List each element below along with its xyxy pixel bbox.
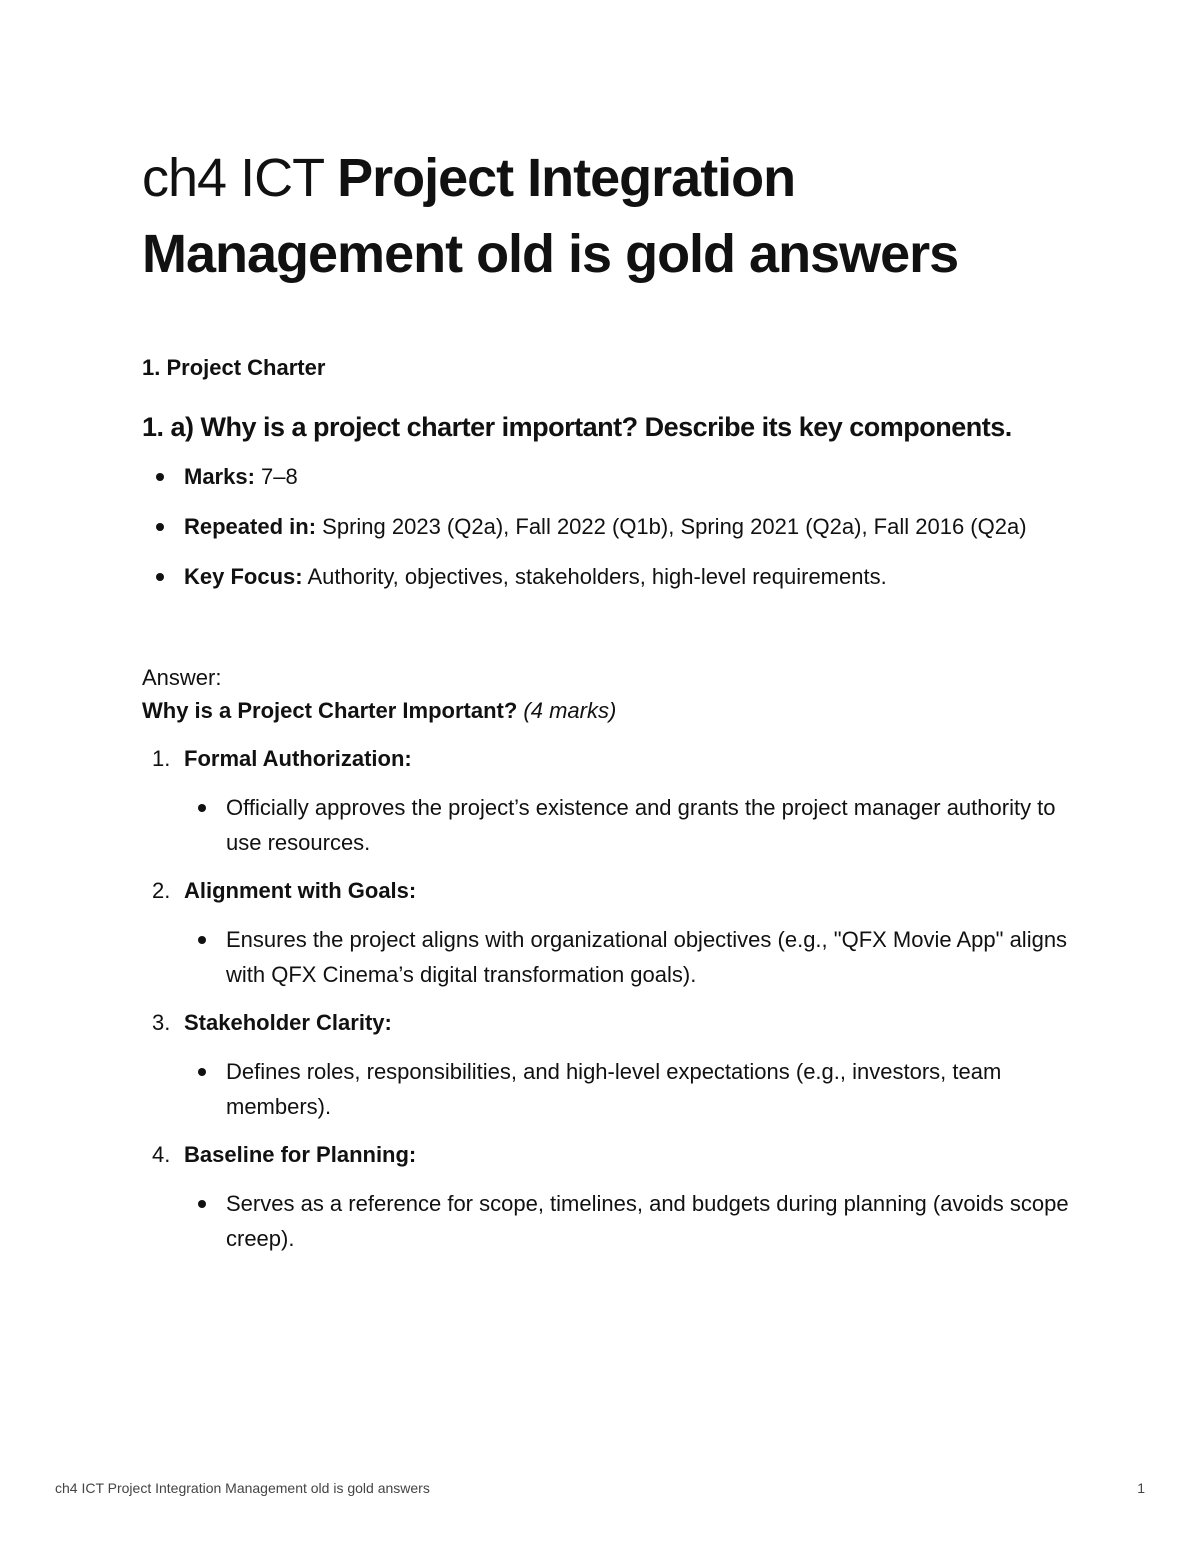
point-detail-text: Officially approves the project’s existence and grants the project manager authority to use resources. [226, 795, 1056, 855]
question-meta-list [142, 459, 1072, 594]
meta-item-repeated [142, 509, 1072, 544]
document-page [142, 140, 1072, 1270]
point-detail-list [184, 1054, 1072, 1124]
answer-point-title [142, 1138, 1072, 1172]
point-number: 4. [152, 1142, 171, 1167]
title-bold: Project Integration Management old is gold answers [142, 148, 959, 284]
point-title-text: Baseline for Planning: [184, 1142, 417, 1167]
point-detail-list [184, 790, 1072, 860]
bullet-icon [198, 804, 206, 812]
point-number: 3. [152, 1010, 171, 1035]
answer-point-title [142, 874, 1072, 908]
meta-label: Marks: [184, 464, 255, 489]
meta-label: Key Focus: [184, 564, 303, 589]
meta-item-key-focus [142, 559, 1072, 594]
bullet-icon [198, 1200, 206, 1208]
meta-item-marks [142, 459, 1072, 494]
page-footer [55, 1478, 1145, 1498]
footer-title: ch4 ICT Project Integration Management old is gold answers [55, 1480, 430, 1496]
point-detail-list [184, 1186, 1072, 1256]
point-detail-text: Serves as a reference for scope, timelines, and budgets during planning (avoids scope creep). [226, 1191, 1069, 1251]
bullet-icon [198, 936, 206, 944]
page-number: 1 [1137, 1480, 1145, 1496]
bullet-icon [156, 523, 164, 531]
answer-points-list [142, 742, 1072, 1256]
answer-label: Answer: [142, 665, 222, 690]
point-detail [184, 790, 1072, 860]
point-title-text: Formal Authorization: [184, 746, 412, 771]
answer-heading-text: Why is a Project Charter Important? [142, 698, 518, 723]
answer-point-title [142, 742, 1072, 776]
point-number: 2. [152, 878, 171, 903]
answer-point-title [142, 1006, 1072, 1040]
answer-point [142, 1006, 1072, 1124]
meta-label: Repeated in: [184, 514, 317, 539]
answer-marks: (4 marks) [523, 698, 617, 723]
section-label: 1. Project Charter [142, 355, 326, 380]
question-heading: 1. a) Why is a project charter important? Describe its key components. [142, 412, 1012, 442]
point-detail [184, 1054, 1072, 1124]
point-detail-text: Defines roles, responsibilities, and high-level expectations (e.g., investors, team members). [226, 1059, 1002, 1119]
point-detail [184, 922, 1072, 992]
title-light: ch4 ICT [142, 148, 324, 208]
meta-value: Spring 2023 (Q2a), Fall 2022 (Q1b), Spring 2021 (Q2a), Fall 2016 (Q2a) [322, 514, 1027, 539]
point-detail [184, 1186, 1072, 1256]
page-title [142, 140, 1072, 292]
bullet-icon [198, 1068, 206, 1076]
meta-value: 7–8 [261, 464, 298, 489]
point-number: 1. [152, 746, 171, 771]
answer-point [142, 1138, 1072, 1256]
answer-point [142, 742, 1072, 860]
bullet-icon [156, 573, 164, 581]
answer-point [142, 874, 1072, 992]
point-detail-text: Ensures the project aligns with organizational objectives (e.g., "QFX Movie App" aligns with QFX Cinema’s digital transformation goals). [226, 927, 1068, 987]
meta-value: Authority, objectives, stakeholders, high-level requirements. [307, 564, 887, 589]
point-title-text: Alignment with Goals: [184, 878, 417, 903]
point-detail-list [184, 922, 1072, 992]
bullet-icon [156, 473, 164, 481]
answer-heading [142, 694, 1072, 728]
point-title-text: Stakeholder Clarity: [184, 1010, 392, 1035]
